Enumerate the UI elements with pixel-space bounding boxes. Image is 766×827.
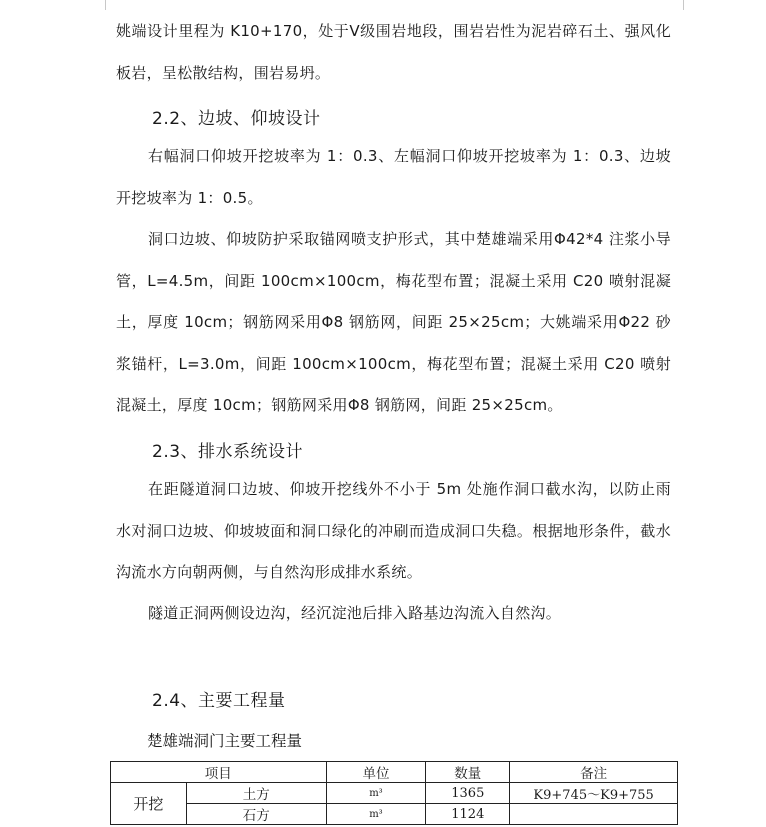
table-caption: 楚雄端洞门主要工程量 [147,732,303,750]
cell-remark [510,804,678,825]
table-row [111,804,678,825]
cell-unit: m³ [326,804,426,825]
group-excavation: 开挖 [111,783,187,825]
crop-mark-left [93,0,106,10]
crop-mark-right [683,0,696,10]
header-item: 项目 [111,762,327,783]
heading-slope-design: 2.2、边坡、仰坡设计 [152,109,321,129]
header-unit: 单位 [326,762,426,783]
table-row [111,783,678,804]
paragraph-slope-protection: 洞口边坡、仰坡防护采取锚网喷支护形式，其中楚雄端采用Φ42*4 注浆小导管，L=4.5m，间距 100cm×100cm，梅花型布置；混凝土采用 C20 喷射混凝土，厚度 10cm；钢筋网采用Φ8 钢筋网，间距 25×25cm；大姚端采用Φ22 砂浆锚杆，L=3.0m，间距 100cm×100cm，梅花型布置；混凝土采用 C20 喷射混凝土，厚度 10cm；钢筋网采用Φ8 钢筋网，间距 25×25cm。 [116,230,671,414]
cell-remark: K9+745～K9+755 [510,783,678,804]
paragraph-slope-ratio: 右幅洞口仰坡开挖坡率为 1：0.3、左幅洞口仰坡开挖坡率为 1：0.3、边坡开挖坡率为 1：0.5。 [116,147,671,207]
heading-main-quantities: 2.4、主要工程量 [152,691,286,711]
header-quantity: 数量 [426,762,510,783]
cell-quantity: 1124 [426,804,510,825]
quantities-table [110,761,678,825]
paragraph-site-geology: 姚端设计里程为 K10+170，处于Ⅴ级围岩地段，围岩岩性为泥岩碎石土、强风化板岩，呈松散结构，围岩易坍。 [116,22,671,82]
cell-unit: m³ [326,783,426,804]
cell-item: 石方 [186,804,326,825]
header-remark: 备注 [510,762,678,783]
heading-drainage-design: 2.3、排水系统设计 [152,442,304,462]
table-header-row [111,762,678,783]
paragraph-side-ditch: 隧道正洞两侧设边沟，经沉淀池后排入路基边沟流入自然沟。 [148,604,562,622]
paragraph-intercepting-ditch: 在距隧道洞口边坡、仰坡开挖线外不小于 5m 处施作洞口截水沟，以防止雨水对洞口边坡、仰坡坡面和洞口绿化的冲刷而造成洞口失稳。根据地形条件，截水沟流水方向朝两侧，与自然沟形成排水系统。 [116,480,671,581]
cell-item: 土方 [186,783,326,804]
cell-quantity: 1365 [426,783,510,804]
